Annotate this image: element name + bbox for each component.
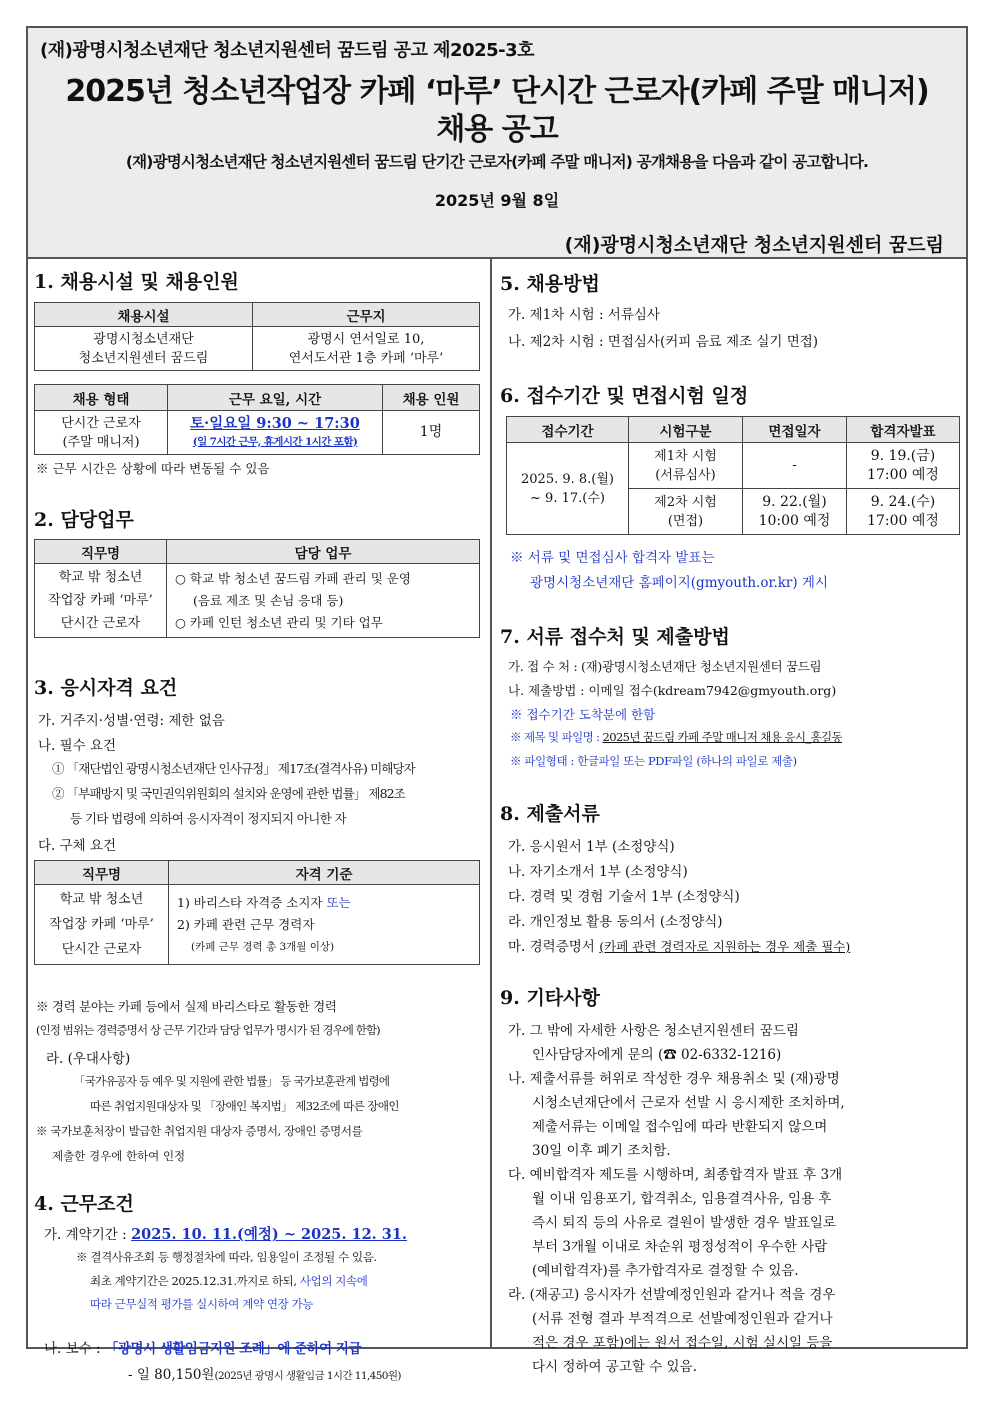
- exam2-type: (면접): [667, 513, 704, 529]
- section-3-title: 3. 응시자격 요건: [34, 677, 178, 699]
- contract-value: 2025. 10. 11.(예정) ~ 2025. 12. 31.: [131, 1226, 407, 1243]
- facility-header: 채용시설: [35, 303, 253, 327]
- employment-type-header: 채용 형태: [35, 385, 168, 411]
- work-time-header: 근무 요일, 시간: [168, 385, 383, 411]
- misc-line-7: 다. 예비합격자 제도를 시행하며, 최종합격자 발표 후 3개: [508, 1167, 843, 1183]
- facility-cell: [35, 327, 253, 371]
- method-step-2: 나. 제2차 시험 : 면접심사(커피 음료 제조 실기 면접): [508, 334, 819, 350]
- workplace-line2: 연서도서관 1층 카페 ‘마루’: [288, 350, 444, 366]
- document-1: 가. 응시원서 1부 (소정양식): [508, 839, 675, 855]
- period-header: 접수기간: [507, 417, 629, 443]
- contract-note-2: [90, 1273, 367, 1289]
- workplace-line1: 광명시 연서일로 10,: [307, 331, 425, 347]
- employment-type-cell: [35, 411, 168, 455]
- career-note-2: (인정 범위는 경력증명서 상 근무 기간과 담당 업무가 명시가 된 경우에 한함): [36, 1023, 380, 1037]
- exam1-result-date: 9. 19.(금): [870, 447, 936, 464]
- exam1-name: 제1차 시험: [654, 448, 717, 464]
- notice-date: 2025년 9월 8일: [434, 191, 560, 210]
- qual-required-2-cont: 등 기타 법령에 의하여 응시자격이 정지되지 아니한 자: [70, 811, 347, 826]
- duty-2: ○ 카페 인턴 청소년 관리 및 기타 업무: [175, 614, 383, 630]
- duties-job-line1: 학교 밖 청소년: [58, 570, 143, 585]
- contract-note-1: ※ 결격사유조회 등 행정절차에 따라, 임용일이 조정될 수 있음.: [76, 1250, 377, 1264]
- preference-note-1: ※ 국가보훈처장이 발급한 취업지원 대상자 증명서, 장애인 증명서를: [36, 1124, 363, 1138]
- column-divider: [490, 259, 492, 1349]
- misc-line-9: 즉시 퇴직 등의 사유로 결원이 발생한 경우 발표일로: [532, 1215, 836, 1231]
- qual-criteria-cell: [169, 885, 480, 965]
- misc-line-14: 적은 경우 포함)에는 원서 접수일, 시험 실시일 등을: [532, 1335, 833, 1351]
- submission-method: 나. 제출방법 : 이메일 접수(kdream7942@gmyouth.org): [508, 683, 837, 698]
- pay-value: 「광명시 생활임금지원 조례」에 준하여 지급: [105, 1341, 361, 1357]
- criteria-or: 또는: [326, 894, 351, 910]
- submission-note-2: [510, 729, 842, 745]
- schedule-table: [506, 416, 960, 535]
- section-9-title: 9. 기타사항: [500, 987, 600, 1009]
- section-8-title: 8. 제출서류: [500, 803, 600, 825]
- section-1-title: 1. 채용시설 및 채용인원: [34, 271, 239, 293]
- employment-table: [34, 384, 480, 455]
- facility-line2: 청소년지원센터 꿈드림: [78, 350, 209, 366]
- period-end: ~ 9. 17.(수): [530, 490, 605, 506]
- section-4-title: 4. 근무조건: [34, 1193, 134, 1215]
- header: [28, 28, 966, 259]
- work-time: 토·일요일 9:30 ~ 17:30: [190, 414, 360, 432]
- notice-number: (재)광명시청소년재단 청소년지원센터 꿈드림 공고 제2025-3호: [40, 40, 535, 61]
- exam2-date-cell: [743, 489, 847, 535]
- facility-table: [34, 302, 480, 371]
- exam1-date-cell: -: [743, 443, 847, 489]
- submission-place: 가. 접 수 처 : (재)광명시청소년재단 청소년지원센터 꿈드림: [508, 659, 822, 674]
- document-5: [508, 935, 850, 955]
- qual-job-cell: [35, 885, 169, 965]
- submission-note-3: ※ 파일형태 : 한글파일 또는 PDF파일 (하나의 파일로 제출): [510, 754, 797, 768]
- document-5-condition: (카페 관련 경력자로 지원하는 경우 제출 필수): [599, 939, 851, 954]
- section-6-title: 6. 접수기간 및 면접시험 일정: [500, 385, 749, 407]
- result-notice-2: 광명시청소년재단 홈페이지(gmyouth.or.kr) 게시: [530, 575, 829, 591]
- pay-detail-basis: (2025년 광명시 생활임금 1시간 11,450원): [214, 1370, 401, 1382]
- exam-type-header: 시험구분: [629, 417, 743, 443]
- qual-required-label: 나. 필수 요건: [38, 738, 117, 754]
- misc-line-4: 시청소년재단에서 근로자 선발 시 응시제한 조치하며,: [532, 1095, 845, 1111]
- section-2-title: 2. 담당업무: [34, 509, 134, 531]
- career-note-1: ※ 경력 분야는 카페 등에서 실제 바리스타로 활동한 경력: [36, 999, 337, 1014]
- duty-1-detail: (음료 제조 및 손님 응대 등): [193, 592, 344, 608]
- document-2: 나. 자기소개서 1부 (소정양식): [508, 864, 688, 880]
- workplace-cell: [253, 327, 480, 371]
- duties-table: [34, 539, 480, 638]
- misc-line-13: (서류 전형 결과 부적격으로 선발예정인원과 같거나: [532, 1311, 833, 1327]
- qual-job-header: 직무명: [35, 861, 169, 885]
- workplace-header: 근무지: [253, 303, 480, 327]
- headcount-cell: 1명: [383, 411, 480, 455]
- misc-line-15: 다시 정하여 공고할 수 있음.: [532, 1359, 697, 1375]
- preference-2: 따른 취업지원대상자 및 「장애인 복지법」 제32조에 따른 장애인: [90, 1099, 399, 1113]
- criteria-2-note: (카페 근무 경력 총 3개월 이상): [191, 940, 335, 953]
- criteria-1: [177, 892, 476, 914]
- page-title-line2: 채용 공고: [436, 112, 558, 147]
- duties-job-cell: [35, 564, 167, 638]
- preference-note-2: 제출한 경우에 한하여 인정: [52, 1149, 186, 1163]
- document-5-label: 마. 경력증명서: [508, 939, 595, 955]
- misc-line-8: 월 이내 임용포기, 합격취소, 임용결격사유, 임용 후: [532, 1191, 832, 1207]
- qual-job-line2: 작업장 카페 ‘마루’: [49, 917, 154, 932]
- exam1-cell: [629, 443, 743, 489]
- headcount-header: 채용 인원: [383, 385, 480, 411]
- result-notice-1: ※ 서류 및 면접심사 합격자 발표는: [510, 550, 715, 566]
- exam1-type: (서류심사): [655, 467, 716, 483]
- duty-1: ○ 학교 밖 청소년 꿈드림 카페 관리 및 운영: [175, 570, 411, 586]
- qual-job-line3: 단시간 근로자: [61, 942, 142, 957]
- qual-specific-label: 다. 구체 요건: [38, 838, 117, 854]
- filename-value: 2025년 꿈드림 카페 주말 매니저 채용 응시_홍길동: [602, 730, 843, 744]
- interview-date-header: 면접일자: [743, 417, 847, 443]
- facility-line1: 광명시청소년재단: [93, 331, 194, 347]
- misc-line-3: 나. 제출서류를 허위로 작성한 경우 채용취소 및 (재)광명: [508, 1071, 840, 1087]
- criteria-1-text: 1) 바리스타 자격증 소지자: [177, 894, 323, 910]
- exam2-result-cell: [847, 489, 960, 535]
- exam1-result-cell: [847, 443, 960, 489]
- exam2-cell: [629, 489, 743, 535]
- section-7-title: 7. 서류 접수처 및 제출방법: [500, 626, 730, 648]
- criteria-2: 2) 카페 관련 근무 경력자: [177, 916, 315, 932]
- contract-note-3: 따라 근무실적 평가를 실시하여 계약 연장 가능: [90, 1297, 314, 1311]
- filename-label: ※ 제목 및 파일명 :: [510, 730, 600, 744]
- work-time-cell: [168, 411, 383, 455]
- notice-description: (재)광명시청소년재단 청소년지원센터 꿈드림 단기간 근로자(카페 주말 매니저) 공개채용을 다음과 같이 공고합니다.: [125, 153, 869, 171]
- preference-label: 라. (우대사항): [46, 1051, 131, 1067]
- exam2-time: 10:00 예정: [758, 512, 831, 529]
- result-header: 합격자발표: [847, 417, 960, 443]
- submission-note-1: ※ 접수기간 도착분에 한함: [510, 707, 656, 722]
- work-time-note: (일 7시간 근무, 휴게시간 1시간 포함): [192, 435, 358, 448]
- exam2-name: 제2차 시험: [654, 494, 717, 510]
- notice-page: [26, 26, 968, 1383]
- period-cell: [507, 443, 629, 535]
- misc-line-2: 인사담당자에게 문의 (☎ 02-6332-1216): [532, 1047, 782, 1063]
- pay-label: 나. 보수 :: [44, 1341, 101, 1357]
- section-5-title: 5. 채용방법: [500, 273, 600, 295]
- work-time-change-note: ※ 근무 시간은 상황에 따라 변동될 수 있음: [36, 461, 270, 476]
- contract-period: [44, 1223, 407, 1244]
- duties-job-line2: 작업장 카페 ‘마루’: [48, 593, 153, 608]
- issuing-organization: (재)광명시청소년재단 청소년지원센터 꿈드림: [564, 234, 944, 256]
- period-start: 2025. 9. 8.(월): [521, 471, 614, 487]
- preference-1: 「국가유공자 등 예우 및 지원에 관한 법률」 등 국가보훈관계 법령에: [74, 1074, 390, 1088]
- method-step-1: 가. 제1차 시험 : 서류심사: [508, 307, 660, 323]
- exam1-result-time: 17:00 예정: [867, 466, 939, 483]
- exam2-result-time: 17:00 예정: [867, 512, 939, 529]
- misc-line-6: 30일 이후 폐기 조치함.: [532, 1143, 671, 1159]
- qual-job-line1: 학교 밖 청소년: [59, 892, 144, 907]
- exam2-result-date: 9. 24.(수): [870, 493, 936, 510]
- qualification-table: [34, 860, 480, 965]
- contract-label: 가. 계약기간 :: [44, 1227, 127, 1243]
- duties-job-line3: 단시간 근로자: [60, 616, 141, 631]
- contract-note-2-text: 최초 계약기간은 2025.12.31.까지로 하되,: [90, 1274, 297, 1288]
- employment-type-line2: (주말 매니저): [62, 434, 140, 450]
- qual-required-2: ② 「부패방지 및 국민권익위원회의 설치와 운영에 관한 법률」 제82조: [52, 786, 405, 801]
- employment-type-line1: 단시간 근로자: [61, 415, 141, 431]
- qual-criteria-header: 자격 기준: [169, 861, 480, 885]
- exam2-date: 9. 22.(월): [762, 493, 827, 510]
- page-title: 2025년 청소년작업장 카페 ‘마루’ 단시간 근로자(카페 주말 매니저): [65, 74, 929, 109]
- pay-detail-amount: - 일 80,150원: [128, 1367, 215, 1383]
- misc-line-1: 가. 그 밖에 자세한 사항은 청소년지원센터 꿈드림: [508, 1023, 799, 1039]
- duties-header: 담당 업무: [167, 540, 480, 564]
- misc-line-12: 라. (재공고) 응시자가 선발예정인원과 같거나 적을 경우: [508, 1287, 836, 1303]
- pay-info: [44, 1337, 361, 1357]
- contract-note-2-blue: 사업의 지속에: [299, 1274, 368, 1288]
- duties-job-header: 직무명: [35, 540, 167, 564]
- duties-cell: [167, 564, 480, 638]
- pay-detail: [128, 1363, 401, 1383]
- document-4: 라. 개인정보 활용 동의서 (소정양식): [508, 914, 723, 930]
- misc-line-11: (예비합격자)를 추가합격자로 결정할 수 있음.: [532, 1263, 799, 1279]
- qual-general: 가. 거주지·성별·연령: 제한 없음: [38, 713, 225, 729]
- qual-required-1: ① 「재단법인 광명시청소년재단 인사규정」 제17조(결격사유) 미해당자: [52, 761, 415, 776]
- document-3: 다. 경력 및 경험 기술서 1부 (소정양식): [508, 889, 740, 905]
- misc-line-10: 부터 3개월 이내로 차순위 평정성적이 우수한 사람: [532, 1239, 828, 1255]
- misc-line-5: 제출서류는 이메일 접수임에 따라 반환되지 않으며: [532, 1119, 828, 1135]
